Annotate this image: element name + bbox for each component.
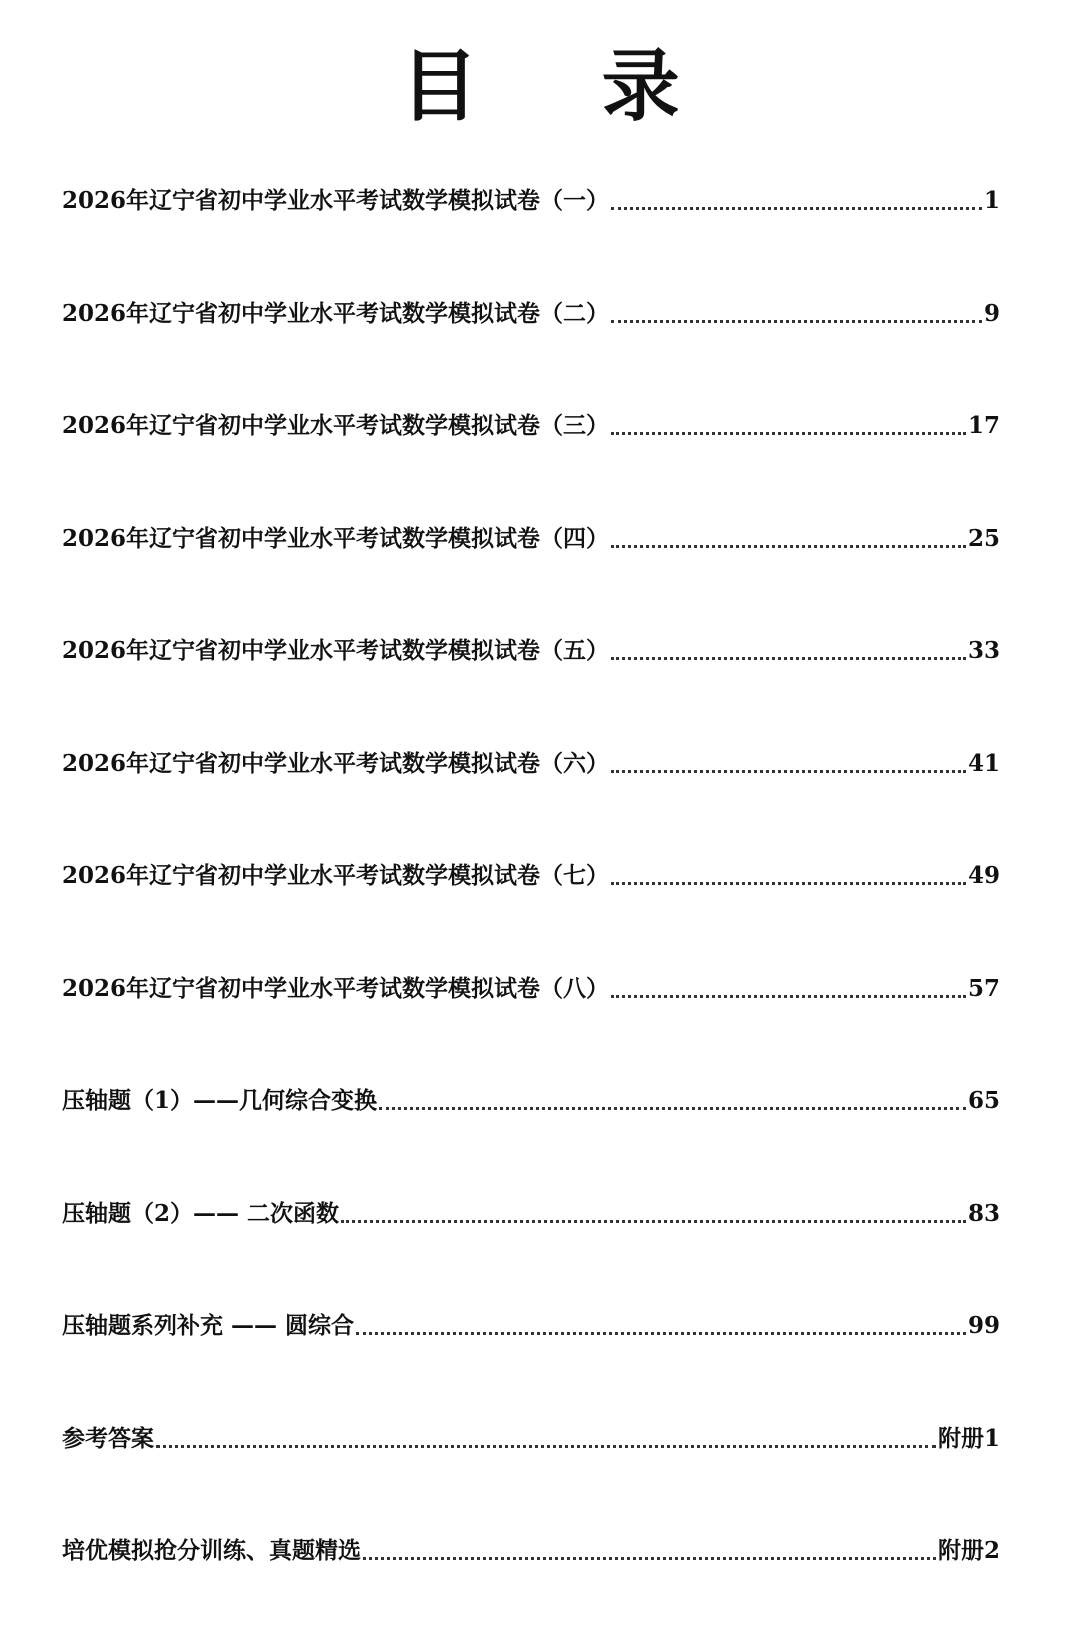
toc-entry-title: 2026年辽宁省初中学业水平考试数学模拟试卷（八）: [62, 974, 610, 1002]
toc-entry-title: 2026年辽宁省初中学业水平考试数学模拟试卷（三）: [62, 412, 610, 439]
toc-entry-page: 49: [967, 862, 1000, 889]
toc-entry[interactable]: [62, 1310, 1000, 1423]
toc-entry-page: 57: [967, 974, 1000, 1002]
toc-entry[interactable]: [62, 1535, 1000, 1648]
toc-entry-title: 压轴题（1）——几何综合变换: [62, 1087, 378, 1114]
toc-leader-dots: [611, 748, 966, 773]
toc-leader-dots: [611, 973, 966, 998]
toc-entry-title: 压轴题（2）—— 二次函数: [62, 1199, 340, 1227]
toc-entry[interactable]: [62, 298, 1000, 411]
toc-entry-title: 2026年辽宁省初中学业水平考试数学模拟试卷（二）: [62, 299, 610, 327]
toc-entry-title: 2026年辽宁省初中学业水平考试数学模拟试卷（一）: [62, 187, 610, 214]
toc-entry-page: 83: [967, 1199, 1000, 1227]
toc-leader-dots: [611, 635, 966, 660]
toc-entry[interactable]: [62, 523, 1000, 636]
table-of-contents: [62, 185, 1000, 1648]
toc-entry[interactable]: [62, 1423, 1000, 1536]
toc-leader-dots: [363, 1535, 936, 1560]
toc-entry[interactable]: [62, 860, 1000, 973]
toc-entry-title: 2026年辽宁省初中学业水平考试数学模拟试卷（六）: [62, 749, 610, 777]
toc-entry[interactable]: [62, 973, 1000, 1086]
toc-entry-page: 25: [967, 524, 1000, 552]
toc-entry-title: 2026年辽宁省初中学业水平考试数学模拟试卷（四）: [62, 524, 610, 552]
toc-entry-page: 1: [983, 187, 1000, 214]
toc-entry[interactable]: [62, 1198, 1000, 1311]
toc-entry[interactable]: [62, 410, 1000, 523]
toc-leader-dots: [611, 860, 966, 885]
toc-entry[interactable]: [62, 635, 1000, 748]
toc-entry-title: 2026年辽宁省初中学业水平考试数学模拟试卷（五）: [62, 637, 610, 664]
toc-entry-title: 培优模拟抢分训练、真题精选: [62, 1537, 361, 1564]
toc-entry-page: 41: [967, 749, 1000, 777]
toc-leader-dots: [611, 185, 982, 210]
toc-entry[interactable]: [62, 748, 1000, 861]
toc-entry-page: 33: [967, 637, 1000, 664]
toc-leader-dots: [356, 1310, 966, 1335]
toc-entry-page: 99: [967, 1312, 1000, 1339]
toc-leader-dots: [341, 1198, 966, 1223]
toc-entry-title: 压轴题系列补充 —— 圆综合: [62, 1312, 355, 1339]
toc-entry[interactable]: [62, 185, 1000, 298]
toc-leader-dots: [156, 1423, 936, 1448]
toc-entry-page: 附册1: [937, 1424, 1000, 1452]
toc-leader-dots: [611, 298, 982, 323]
toc-leader-dots: [611, 523, 966, 548]
page-title: 目 录: [400, 41, 728, 132]
toc-entry-page: 65: [967, 1087, 1000, 1114]
toc-entry-title: 参考答案: [62, 1424, 154, 1452]
toc-entry-title: 2026年辽宁省初中学业水平考试数学模拟试卷（七）: [62, 862, 610, 889]
toc-leader-dots: [611, 410, 966, 435]
toc-entry-page: 9: [983, 299, 1000, 327]
toc-entry[interactable]: [62, 1085, 1000, 1198]
toc-entry-page: 附册2: [937, 1537, 1000, 1564]
toc-entry-page: 17: [967, 412, 1000, 439]
toc-leader-dots: [379, 1085, 966, 1110]
